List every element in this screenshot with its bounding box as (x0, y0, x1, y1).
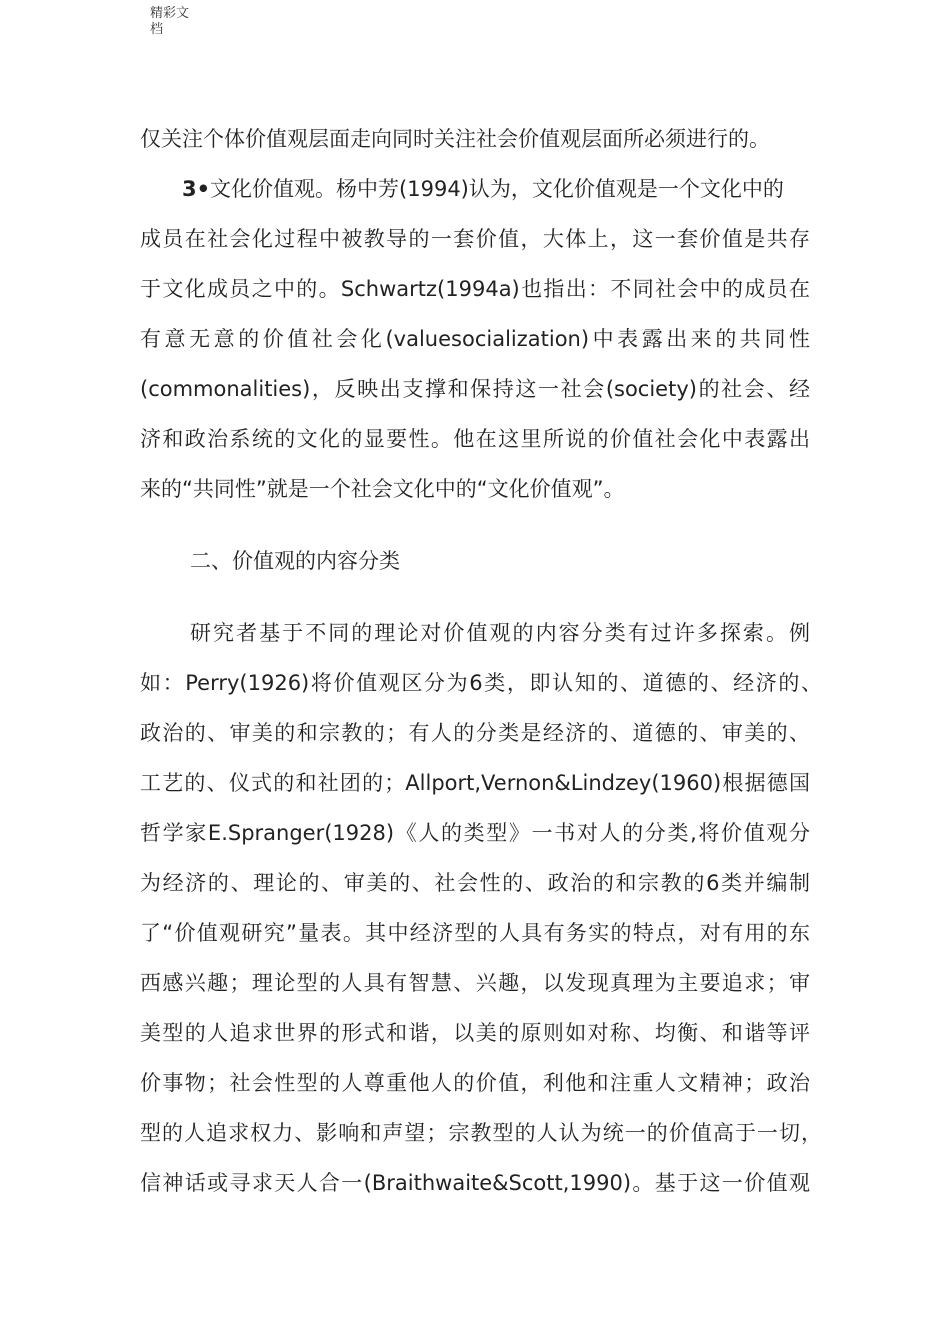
text-line: 政治的、审美的和宗教的；有人的分类是经济的、道德的、审美的、 (140, 721, 810, 745)
text-line: 有意无意的价值社会化(valuesocialization)中表露出来的共同性 (140, 327, 810, 351)
text-line: 了“价值观研究”量表。其中经济型的人具有务实的特点，对有用的东 (140, 921, 810, 945)
section-heading: 二、价值观的内容分类 (190, 549, 400, 573)
page-header-mark: 精彩文档 (150, 6, 190, 37)
text-line: 美型的人追求世界的形式和谐，以美的原则如对称、均衡、和谐等评 (140, 1021, 810, 1045)
text-line: (commonalities)，反映出支撑和保持这一社会(society)的社会、经 (140, 377, 810, 401)
text-line: 哲学家E.Spranger(1928)《人的类型》一书对人的分类,将价值观分 (140, 821, 810, 845)
text-line: 如：Perry(1926)将价值观区分为6类，即认知的、道德的、经济的、 (140, 671, 822, 695)
text-line: 型的人追求权力、影响和声望；宗教型的人认为统一的价值高于一切， (140, 1121, 822, 1145)
text-line: 济和政治系统的文化的显要性。他在这里所说的价值社会化中表露出 (140, 427, 810, 451)
text-line-content: 文化价值观。杨中芳(1994)认为，文化价值观是一个文化中的 (210, 177, 784, 201)
text-line-start (182, 174, 784, 204)
text-line: 仅关注个体价值观层面走向同时关注社会价值观层面所必须进行的。 (140, 127, 770, 151)
section-number: 3• (182, 177, 211, 201)
paragraph-first-line: 研究者基于不同的理论对价值观的内容分类有过许多探索。例 (190, 621, 810, 645)
text-line: 工艺的、仪式的和社团的；Allport,Vernon&Lindzey(1960)根据德国 (140, 771, 810, 795)
text-line: 为经济的、理论的、审美的、社会性的、政治的和宗教的6类并编制 (140, 871, 810, 895)
text-line: 成员在社会化过程中被教导的一套价值，大体上，这一套价值是共存 (140, 227, 810, 251)
text-line: 于文化成员之中的。Schwartz(1994a)也指出：不同社会中的成员在 (140, 277, 810, 301)
text-line: 信神话或寻求天人合一(Braithwaite&Scott,1990)。基于这一价值观 (140, 1171, 810, 1195)
text-line: 价事物；社会性型的人尊重他人的价值，利他和注重人文精神；政治 (140, 1071, 810, 1095)
text-line: 来的“共同性”就是一个社会文化中的“文化价值观”。 (140, 477, 625, 501)
text-line: 西感兴趣；理论型的人具有智慧、兴趣，以发现真理为主要追求；审 (140, 971, 810, 995)
